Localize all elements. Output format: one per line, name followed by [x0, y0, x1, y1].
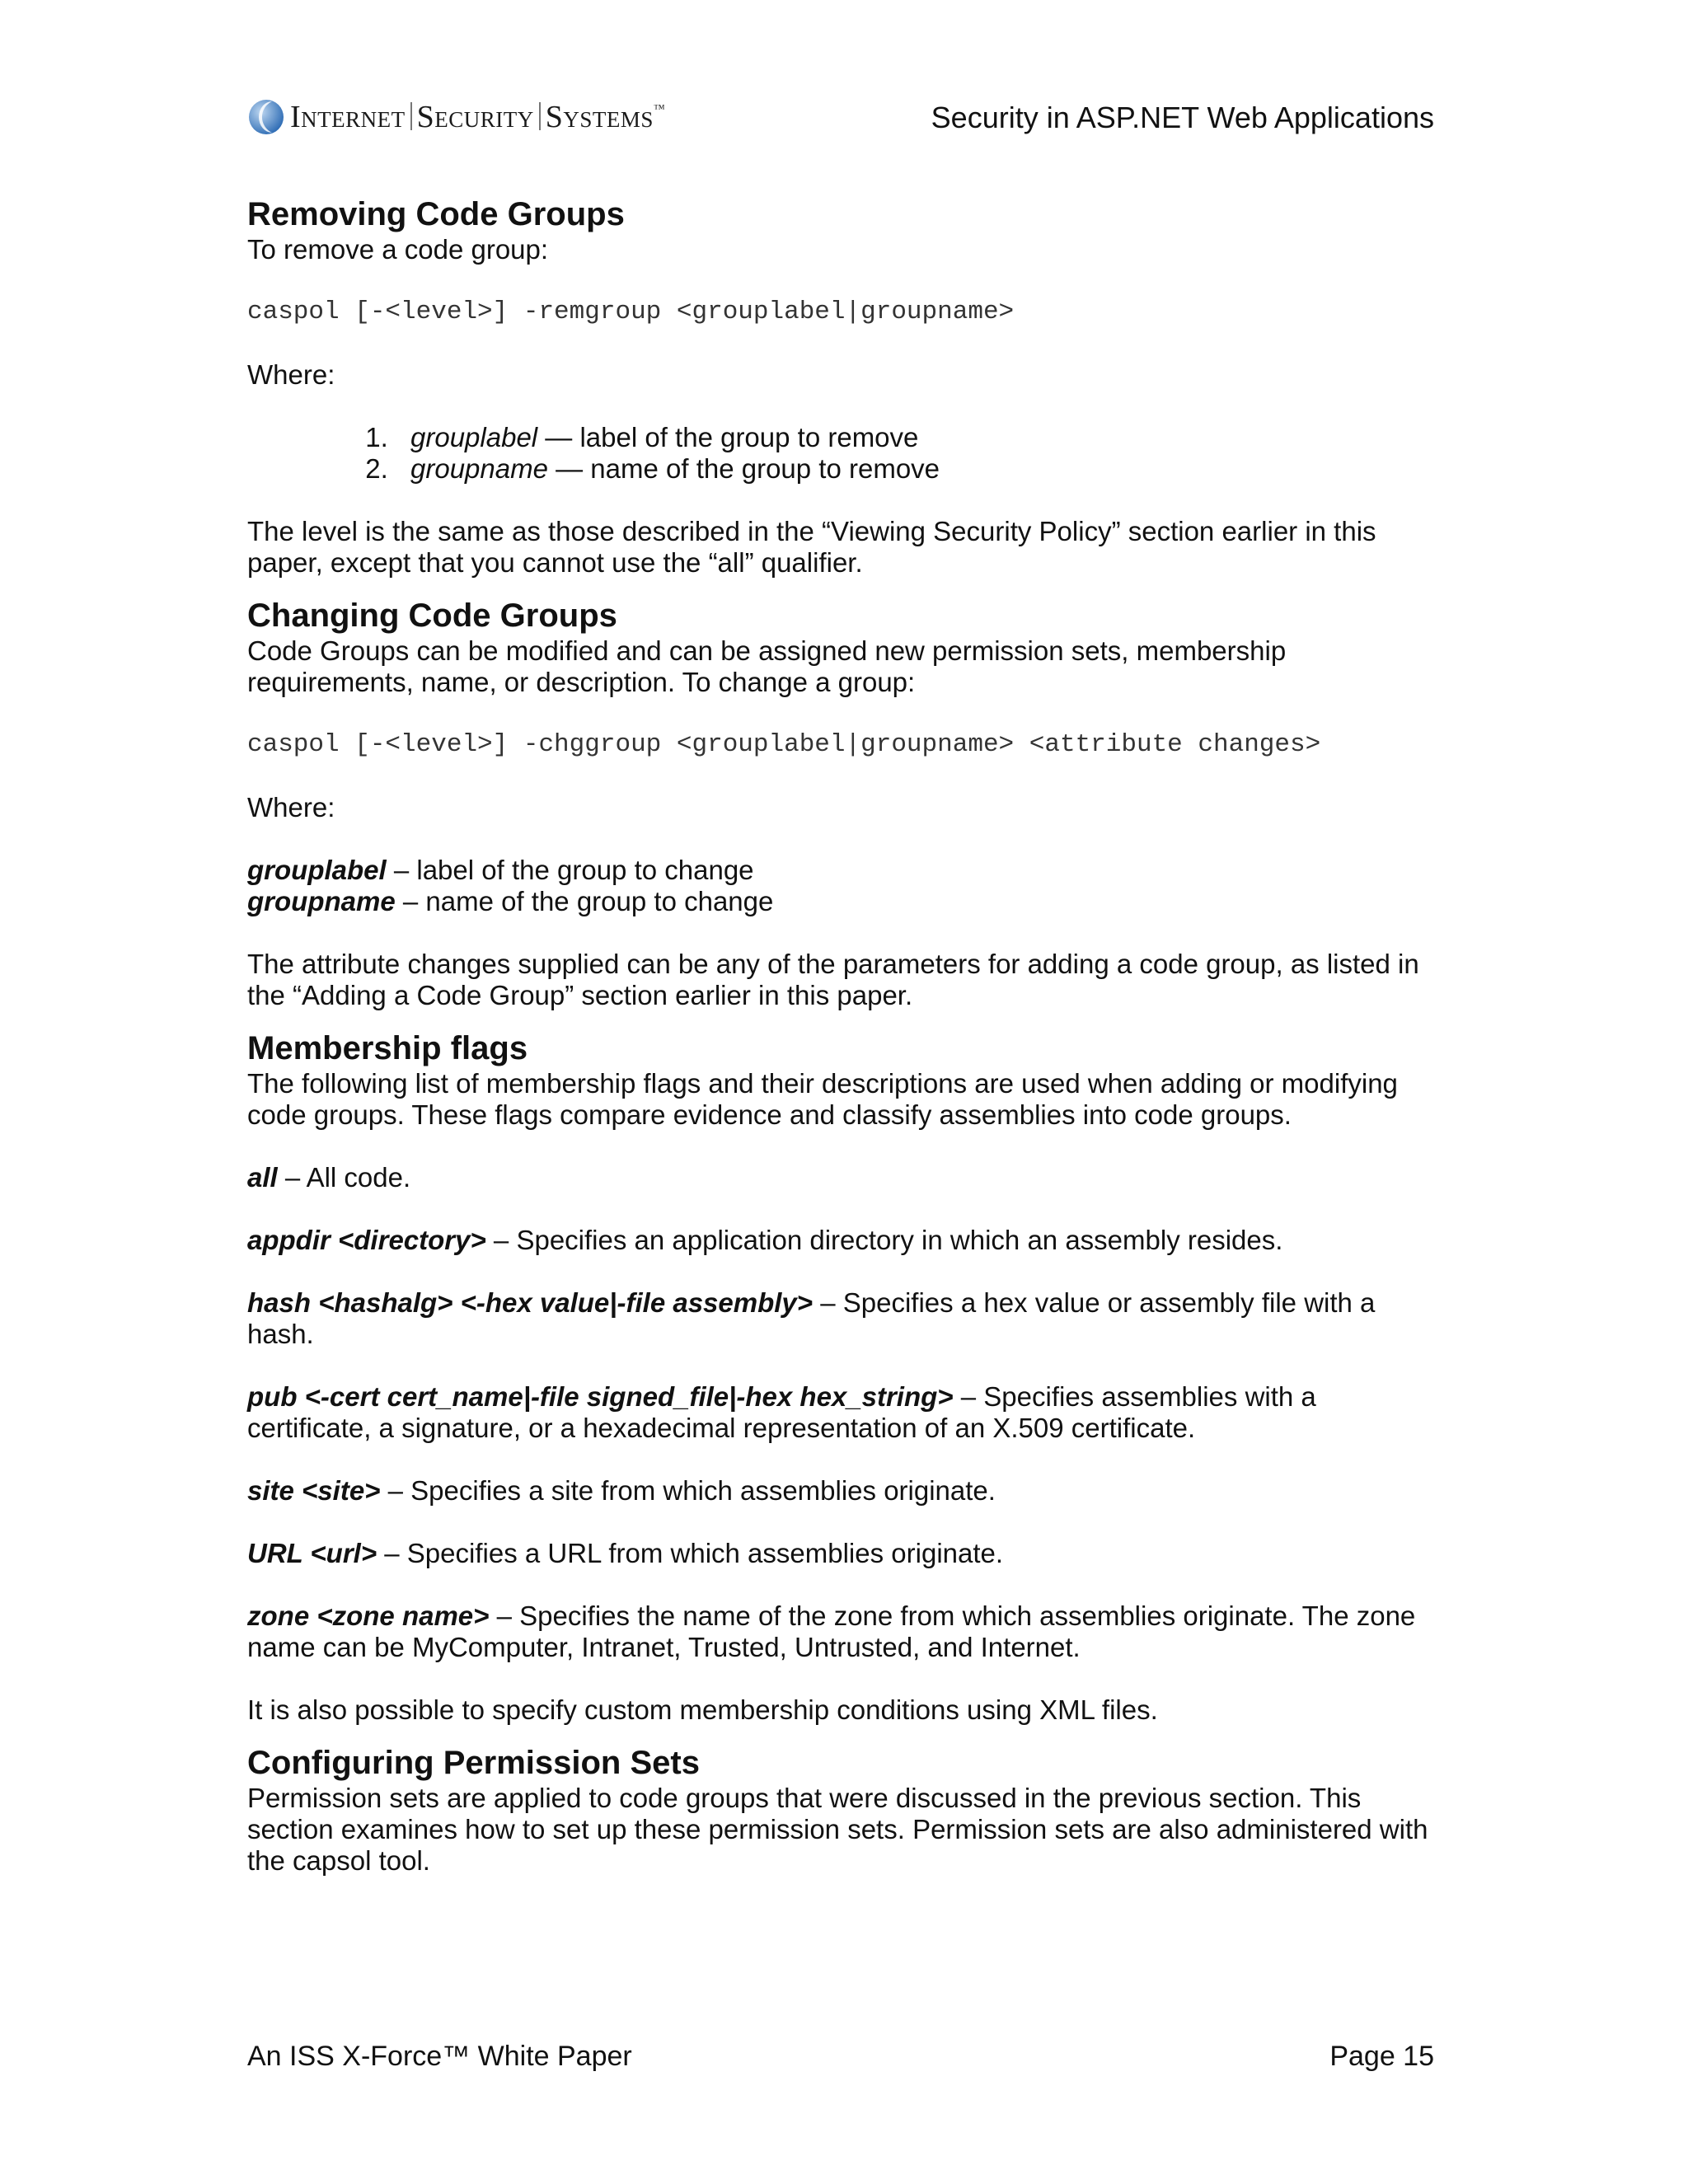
paragraph: To remove a code group: [247, 234, 549, 265]
code-line: caspol [-<level>] -chggroup <grouplabel|groupname> <attribute changes> [247, 730, 1321, 759]
flag-item: URL <url> – Specifies a URL from which assemblies originate. [247, 1538, 1004, 1568]
list-item: 2. groupname — name of the group to remove [396, 453, 1434, 485]
iss-logo [247, 96, 665, 138]
flag-item: zone <zone name> – Specifies the name of the zone from which assemblies originate. The zone name can be MyComputer, Intranet, Trusted, Untrusted, and Internet. [247, 1601, 1416, 1662]
page-header [247, 92, 1434, 142]
page-content [247, 194, 1434, 1877]
definition-item: grouplabel – label of the group to change [247, 855, 754, 885]
document-title: Security in ASP.NET Web Applications [931, 101, 1434, 134]
paragraph: It is also possible to specify custom membership conditions using XML files. [247, 1694, 1158, 1725]
paragraph: Where: [247, 792, 335, 823]
footer-paper-label: An ISS X-Force™ White Paper [247, 2041, 632, 2072]
page-number: Page 15 [1329, 2041, 1434, 2072]
logo-wordmark: Internet Security Systems™ [290, 100, 666, 134]
paragraph: Permission sets are applied to code groups that were discussed in the previous section. This section examines how to set up these permission sets. Permission sets are also administered with the capsol tool. [247, 1783, 1428, 1876]
paragraph: Code Groups can be modified and can be assigned new permission sets, membership requirements, name, or description. To change a group: [247, 635, 1287, 697]
heading-removing-code-groups: Removing Code Groups [247, 196, 625, 232]
flag-item: appdir <directory> – Specifies an application directory in which an assembly resides. [247, 1225, 1283, 1255]
paragraph: The level is the same as those described in the “Viewing Security Policy” section earlier in this paper, except that you cannot use the “all” qualifier. [247, 516, 1376, 578]
paragraph: Where: [247, 359, 335, 390]
heading-changing-code-groups: Changing Code Groups [247, 598, 617, 634]
heading-membership-flags: Membership flags [247, 1030, 528, 1066]
definition-item: groupname – name of the group to change [247, 886, 774, 916]
list-item: 1. grouplabel — label of the group to remove [396, 422, 1434, 453]
flag-item: pub <-cert cert_name|-file signed_file|-hex hex_string> – Specifies assemblies with a certificate, a signature, or a hexadecimal representation of an X.509 certificate. [247, 1381, 1316, 1443]
numbered-list [247, 422, 1434, 485]
heading-configuring-permission-sets: Configuring Permission Sets [247, 1745, 700, 1781]
code-line: caspol [-<level>] -remgroup <grouplabel|groupname> [247, 298, 1015, 326]
paragraph: The attribute changes supplied can be any of the parameters for adding a code group, as listed in the “Adding a Code Group” section earlier in this paper. [247, 949, 1419, 1010]
flag-item: site <site> – Specifies a site from which assemblies originate. [247, 1475, 996, 1506]
flag-item: all – All code. [247, 1162, 411, 1193]
paragraph: The following list of membership flags and their descriptions are used when adding or modifying code groups. These flags compare evidence and classify assemblies into code groups. [247, 1068, 1398, 1130]
iss-logo-icon [247, 98, 285, 136]
flag-item: hash <hashalg> <-hex value|-file assembly> – Specifies a hex value or assembly file with a hash. [247, 1287, 1376, 1349]
